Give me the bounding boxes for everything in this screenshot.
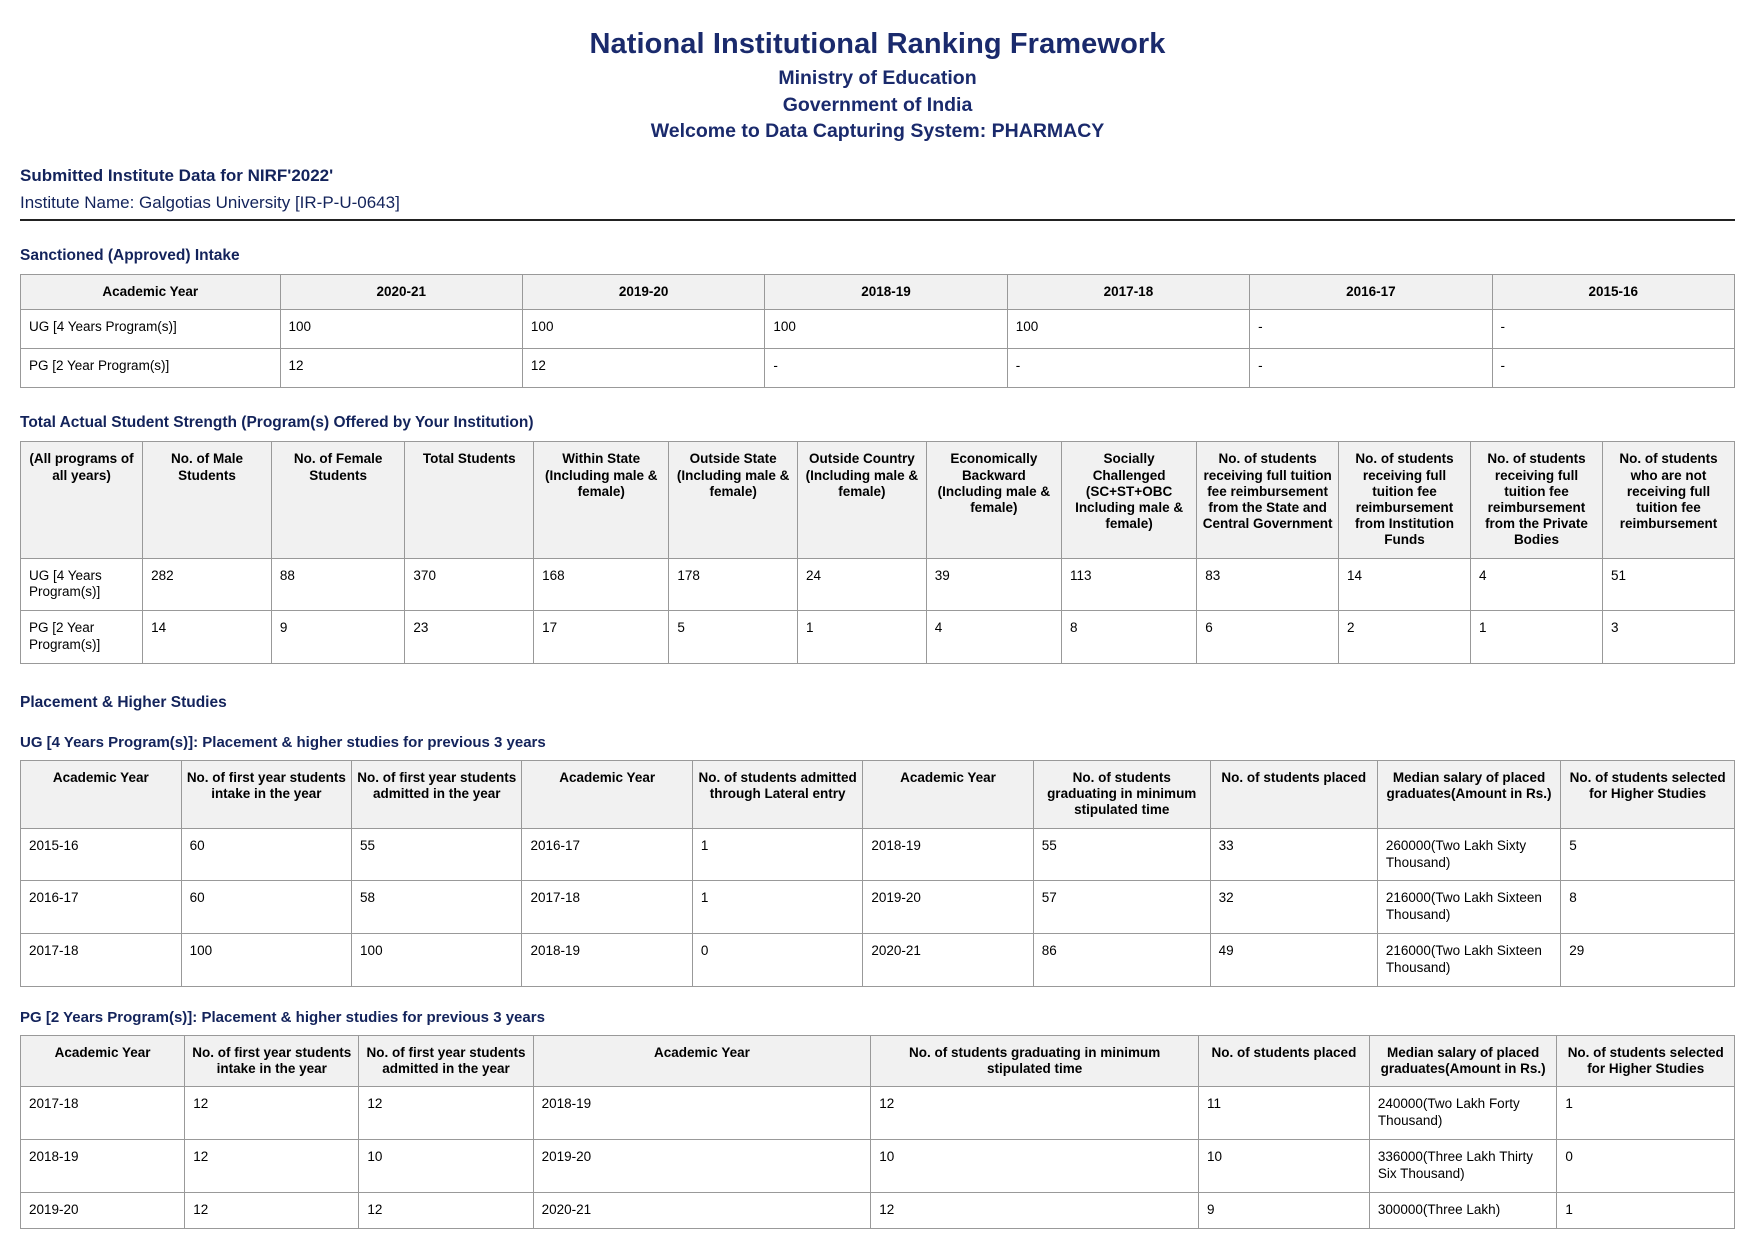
table-header-row bbox=[21, 275, 1735, 310]
table-header-row bbox=[21, 761, 1735, 829]
col-academic-year-lateral: Academic Year bbox=[522, 761, 692, 829]
document-header bbox=[20, 28, 1735, 144]
cell: 9 bbox=[1199, 1192, 1370, 1228]
subsection-title-pg-placement: PG [2 Years Program(s)]: Placement & higher studies for previous 3 years bbox=[20, 1008, 545, 1026]
col-2015-16: 2015-16 bbox=[1492, 275, 1734, 310]
cell: 8 bbox=[1561, 881, 1735, 934]
col-economically-backward: Economically Backward (Including male & female) bbox=[926, 442, 1061, 558]
cell: 24 bbox=[798, 558, 927, 611]
cell: 2020-21 bbox=[533, 1192, 871, 1228]
cell: 2019-20 bbox=[21, 1192, 185, 1228]
cell: 100 bbox=[280, 310, 522, 349]
row-label-pg: PG [2 Year Program(s)] bbox=[21, 611, 143, 664]
cell: 282 bbox=[143, 558, 272, 611]
col-academic-year-intake: Academic Year bbox=[21, 761, 182, 829]
cell: 12 bbox=[359, 1192, 533, 1228]
cell: 12 bbox=[185, 1087, 359, 1140]
cell-median-salary: 240000(Two Lakh Forty Thousand) bbox=[1369, 1087, 1557, 1140]
col-higher-studies: No. of students selected for Higher Studies bbox=[1557, 1035, 1735, 1086]
col-first-year-admitted: No. of first year students admitted in the year bbox=[359, 1035, 533, 1086]
col-students-placed: No. of students placed bbox=[1210, 761, 1377, 829]
cell: 1 bbox=[1557, 1192, 1735, 1228]
col-first-year-intake: No. of first year students intake in the year bbox=[181, 761, 351, 829]
submitted-block bbox=[20, 166, 1735, 219]
col-within-state: Within State (Including male & female) bbox=[534, 442, 669, 558]
cell: - bbox=[1250, 349, 1492, 388]
col-students-placed: No. of students placed bbox=[1199, 1035, 1370, 1086]
cell: 168 bbox=[534, 558, 669, 611]
col-reimbursement-institution: No. of students receiving full tuition fee reimbursement from Institution Funds bbox=[1339, 442, 1471, 558]
cell: 100 bbox=[1007, 310, 1249, 349]
cell: 88 bbox=[271, 558, 405, 611]
cell: - bbox=[1492, 310, 1734, 349]
pg-placement-table bbox=[20, 1035, 1735, 1229]
cell: 2015-16 bbox=[21, 828, 182, 881]
cell: 17 bbox=[534, 611, 669, 664]
cell: 2018-19 bbox=[863, 828, 1033, 881]
cell: 10 bbox=[359, 1140, 533, 1193]
col-female-students: No. of Female Students bbox=[271, 442, 405, 558]
cell: 1 bbox=[798, 611, 927, 664]
table-row bbox=[21, 1087, 1735, 1140]
cell: 12 bbox=[871, 1087, 1199, 1140]
col-2017-18: 2017-18 bbox=[1007, 275, 1249, 310]
cell: 51 bbox=[1602, 558, 1734, 611]
cell: 23 bbox=[405, 611, 534, 664]
col-academic-year-graduating: Academic Year bbox=[533, 1035, 871, 1086]
col-outside-state: Outside State (Including male & female) bbox=[669, 442, 798, 558]
cell: 12 bbox=[359, 1087, 533, 1140]
cell: 178 bbox=[669, 558, 798, 611]
sanctioned-intake-table bbox=[20, 274, 1735, 388]
cell: 0 bbox=[1557, 1140, 1735, 1193]
col-first-year-intake: No. of first year students intake in the year bbox=[185, 1035, 359, 1086]
cell: - bbox=[1492, 349, 1734, 388]
welcome-line: Welcome to Data Capturing System: PHARMACY bbox=[650, 119, 1105, 142]
table-row bbox=[21, 310, 1735, 349]
section-title-student-strength: Total Actual Student Strength (Program(s) Offered by Your Institution) bbox=[20, 414, 534, 432]
cell: 49 bbox=[1210, 934, 1377, 987]
cell: - bbox=[1250, 310, 1492, 349]
table-row bbox=[21, 934, 1735, 987]
col-2016-17: 2016-17 bbox=[1250, 275, 1492, 310]
cell: 5 bbox=[669, 611, 798, 664]
cell: 12 bbox=[871, 1192, 1199, 1228]
col-higher-studies: No. of students selected for Higher Studies bbox=[1561, 761, 1735, 829]
cell: 32 bbox=[1210, 881, 1377, 934]
cell: 100 bbox=[181, 934, 351, 987]
cell: 1 bbox=[1470, 611, 1602, 664]
cell: 60 bbox=[181, 828, 351, 881]
cell: 2018-19 bbox=[21, 1140, 185, 1193]
table-row bbox=[21, 349, 1735, 388]
cell: 2017-18 bbox=[21, 934, 182, 987]
cell: 9 bbox=[271, 611, 405, 664]
col-2018-19: 2018-19 bbox=[765, 275, 1007, 310]
cell: 5 bbox=[1561, 828, 1735, 881]
cell-median-salary: 216000(Two Lakh Sixteen Thousand) bbox=[1377, 881, 1560, 934]
cell: 100 bbox=[352, 934, 522, 987]
col-outside-country: Outside Country (Including male & female) bbox=[798, 442, 927, 558]
table-header-row bbox=[21, 1035, 1735, 1086]
col-male-students: No. of Male Students bbox=[143, 442, 272, 558]
section-title-sanctioned-intake: Sanctioned (Approved) Intake bbox=[20, 247, 240, 265]
cell: 14 bbox=[143, 611, 272, 664]
cell: 83 bbox=[1197, 558, 1339, 611]
cell: - bbox=[765, 349, 1007, 388]
cell: 2020-21 bbox=[863, 934, 1033, 987]
cell: 4 bbox=[926, 611, 1061, 664]
row-label-ug: UG [4 Years Program(s)] bbox=[21, 310, 281, 349]
cell: 2017-18 bbox=[522, 881, 692, 934]
cell-median-salary: 216000(Two Lakh Sixteen Thousand) bbox=[1377, 934, 1560, 987]
col-academic-year-graduating: Academic Year bbox=[863, 761, 1033, 829]
student-strength-table bbox=[20, 441, 1735, 664]
cell: 1 bbox=[1557, 1087, 1735, 1140]
institute-name: Institute Name: Galgotias University [IR-P-U-0643] bbox=[20, 193, 400, 213]
section-title-placement: Placement & Higher Studies bbox=[20, 694, 227, 712]
col-socially-challenged: Socially Challenged (SC+ST+OBC Including male & female) bbox=[1061, 442, 1196, 558]
cell: 12 bbox=[522, 349, 764, 388]
row-label-pg: PG [2 Year Program(s)] bbox=[21, 349, 281, 388]
cell: 2019-20 bbox=[533, 1140, 871, 1193]
cell: 2019-20 bbox=[863, 881, 1033, 934]
cell: 0 bbox=[692, 934, 862, 987]
cell: 11 bbox=[1199, 1087, 1370, 1140]
col-median-salary: Median salary of placed graduates(Amount in Rs.) bbox=[1377, 761, 1560, 829]
ministry-line: Ministry of Education bbox=[778, 67, 977, 90]
cell: 55 bbox=[1033, 828, 1210, 881]
table-row bbox=[21, 881, 1735, 934]
cell-median-salary: 300000(Three Lakh) bbox=[1369, 1192, 1557, 1228]
cell: 12 bbox=[185, 1192, 359, 1228]
cell: 113 bbox=[1061, 558, 1196, 611]
cell: 33 bbox=[1210, 828, 1377, 881]
row-label-ug: UG [4 Years Program(s)] bbox=[21, 558, 143, 611]
government-line: Government of India bbox=[782, 93, 973, 116]
col-2019-20: 2019-20 bbox=[522, 275, 764, 310]
page-title: National Institutional Ranking Framework bbox=[589, 28, 1166, 60]
table-header-row bbox=[21, 442, 1735, 558]
col-reimbursement-government: No. of students receiving full tuition fee reimbursement from the State and Central Government bbox=[1197, 442, 1339, 558]
cell: 55 bbox=[352, 828, 522, 881]
cell: 2018-19 bbox=[533, 1087, 871, 1140]
cell: 12 bbox=[185, 1140, 359, 1193]
col-academic-year-intake: Academic Year bbox=[21, 1035, 185, 1086]
cell: 29 bbox=[1561, 934, 1735, 987]
col-academic-year: Academic Year bbox=[21, 275, 281, 310]
table-row bbox=[21, 1192, 1735, 1228]
cell: 58 bbox=[352, 881, 522, 934]
cell-median-salary: 260000(Two Lakh Sixty Thousand) bbox=[1377, 828, 1560, 881]
cell: 6 bbox=[1197, 611, 1339, 664]
cell: 8 bbox=[1061, 611, 1196, 664]
cell: 4 bbox=[1470, 558, 1602, 611]
cell: 100 bbox=[522, 310, 764, 349]
table-row bbox=[21, 611, 1735, 664]
cell: 86 bbox=[1033, 934, 1210, 987]
cell: 10 bbox=[1199, 1140, 1370, 1193]
cell: 60 bbox=[181, 881, 351, 934]
submitted-title: Submitted Institute Data for NIRF'2022' bbox=[20, 166, 334, 186]
col-median-salary: Median salary of placed graduates(Amount in Rs.) bbox=[1369, 1035, 1557, 1086]
cell: 100 bbox=[765, 310, 1007, 349]
cell: 10 bbox=[871, 1140, 1199, 1193]
table-row bbox=[21, 828, 1735, 881]
col-total-students: Total Students bbox=[405, 442, 534, 558]
cell: 3 bbox=[1602, 611, 1734, 664]
cell: 2018-19 bbox=[522, 934, 692, 987]
subsection-title-ug-placement: UG [4 Years Program(s)]: Placement & higher studies for previous 3 years bbox=[20, 734, 546, 752]
col-graduating-min-time: No. of students graduating in minimum stipulated time bbox=[1033, 761, 1210, 829]
cell: 2017-18 bbox=[21, 1087, 185, 1140]
cell: 2 bbox=[1339, 611, 1471, 664]
col-first-year-admitted: No. of first year students admitted in the year bbox=[352, 761, 522, 829]
col-lateral-entry: No. of students admitted through Lateral entry bbox=[692, 761, 862, 829]
col-reimbursement-private: No. of students receiving full tuition fee reimbursement from the Private Bodies bbox=[1470, 442, 1602, 558]
cell: 2016-17 bbox=[21, 881, 182, 934]
col-all-programs: (All programs of all years) bbox=[21, 442, 143, 558]
cell: 1 bbox=[692, 828, 862, 881]
cell: 39 bbox=[926, 558, 1061, 611]
cell: - bbox=[1007, 349, 1249, 388]
cell: 2016-17 bbox=[522, 828, 692, 881]
cell: 12 bbox=[280, 349, 522, 388]
cell-median-salary: 336000(Three Lakh Thirty Six Thousand) bbox=[1369, 1140, 1557, 1193]
cell: 1 bbox=[692, 881, 862, 934]
ug-placement-table bbox=[20, 760, 1735, 987]
col-graduating-min-time: No. of students graduating in minimum stipulated time bbox=[871, 1035, 1199, 1086]
cell: 370 bbox=[405, 558, 534, 611]
table-row bbox=[21, 1140, 1735, 1193]
col-2020-21: 2020-21 bbox=[280, 275, 522, 310]
table-row bbox=[21, 558, 1735, 611]
header-divider bbox=[20, 219, 1735, 221]
col-no-reimbursement: No. of students who are not receiving full tuition fee reimbursement bbox=[1602, 442, 1734, 558]
cell: 57 bbox=[1033, 881, 1210, 934]
cell: 14 bbox=[1339, 558, 1471, 611]
